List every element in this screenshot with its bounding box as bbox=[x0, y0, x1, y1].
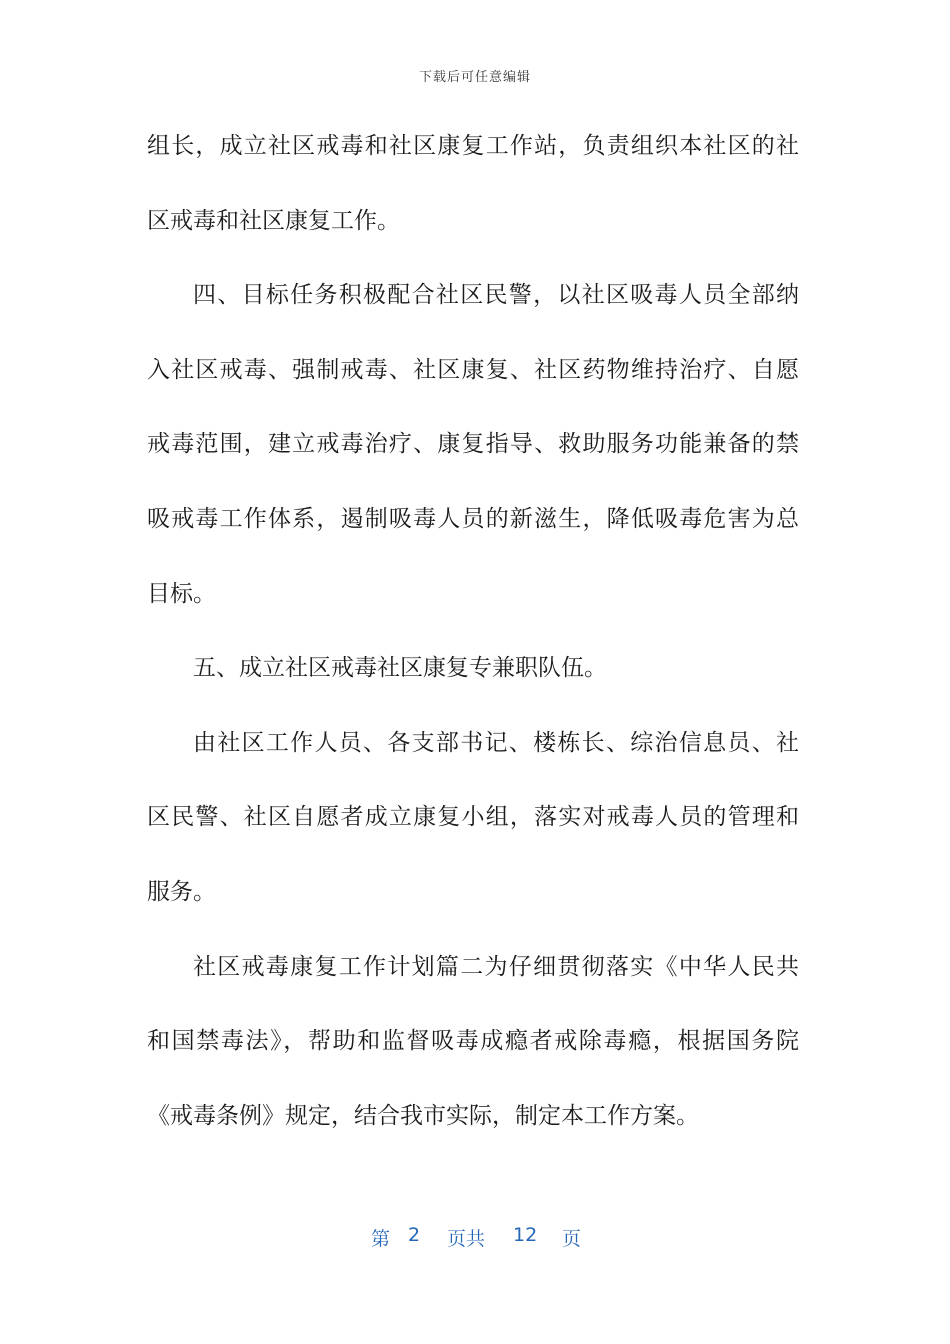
text-line: 四、目标任务积极配合社区民警，以社区吸毒人员全部纳 bbox=[193, 282, 799, 309]
text-line: 吸戒毒工作体系，遏制吸毒人员的新滋生，降低吸毒危害为总 bbox=[147, 505, 799, 532]
text-line: 五、成立社区戒毒社区康复专兼职队伍。 bbox=[193, 655, 607, 682]
text-line: 戒毒范围，建立戒毒治疗、康复指导、救助服务功能兼备的禁 bbox=[147, 431, 799, 458]
text-line: 组长，成立社区戒毒和社区康复工作站，负责组织本社区的社 bbox=[147, 133, 799, 159]
text-line: 服务。 bbox=[147, 878, 216, 905]
text-line: 由社区工作人员、各支部书记、楼栋长、综治信息员、社 bbox=[193, 729, 799, 756]
footer-suffix: 页 bbox=[562, 1228, 582, 1250]
text-line: 区民警、社区自愿者成立康复小组，落实对戒毒人员的管理和 bbox=[147, 804, 799, 831]
text-line: 目标。 bbox=[147, 580, 216, 607]
footer-current-page: 2 bbox=[408, 1224, 421, 1246]
text-line: 《戒毒条例》规定，结合我市实际，制定本工作方案。 bbox=[147, 1102, 699, 1129]
page-footer bbox=[0, 1224, 950, 1254]
text-line: 和国禁毒法》，帮助和监督吸毒成瘾者戒除毒瘾，根据国务院 bbox=[147, 1028, 799, 1055]
document-body bbox=[147, 119, 799, 1163]
text-line: 入社区戒毒、强制戒毒、社区康复、社区药物维持治疗、自愿 bbox=[147, 356, 799, 383]
footer-prefix: 第 bbox=[371, 1228, 391, 1250]
text-line: 区戒毒和社区康复工作。 bbox=[147, 207, 400, 234]
footer-total-pages: 12 bbox=[513, 1224, 538, 1246]
text-line: 社区戒毒康复工作计划篇二为仔细贯彻落实《中华人民共 bbox=[193, 953, 799, 980]
header-note: 下载后可任意编辑 bbox=[418, 70, 531, 85]
footer-middle: 页共 bbox=[447, 1228, 486, 1250]
